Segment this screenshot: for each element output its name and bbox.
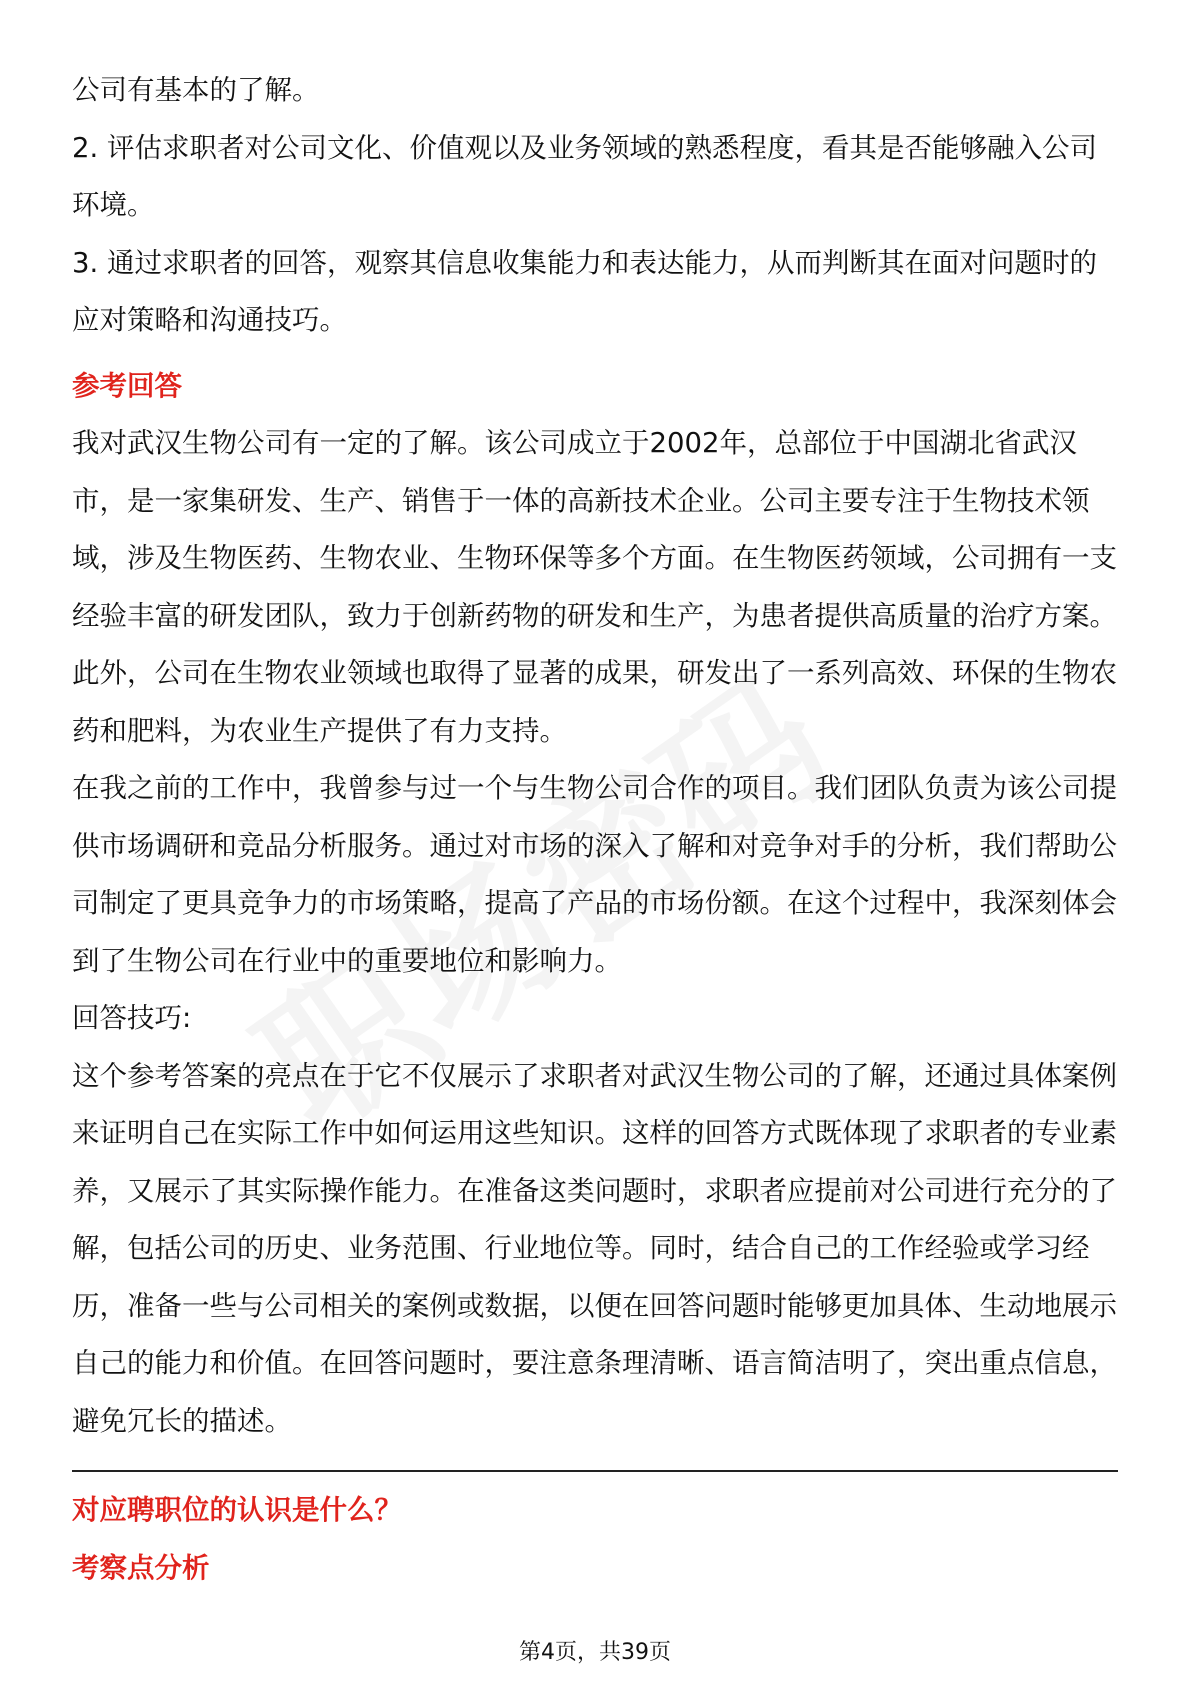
section-divider xyxy=(72,1470,1118,1472)
answer-tips-paragraph: 这个参考答案的亮点在于它不仅展示了求职者对武汉生物公司的了解，还通过具体案例来证明自己在实际工作中如何运用这些知识。这样的回答方式既体现了求职者的专业素养，又展示了其实际操作能力。在准备这类问题时，求职者应提前对公司进行充分的了解，包括公司的历史、业务范围、行业地位等。同时，结合自己的工作经验或学习经历，准备一些与公司相关的案例或数据，以便在回答问题时能够更加具体、生动地展示自己的能力和价值。在回答问题时，要注意条理清晰、语言简洁明了，突出重点信息，避免冗长的描述。 xyxy=(72,1059,1117,1437)
answer-tips-label: 回答技巧: xyxy=(72,1002,192,1034)
analysis-point-continuation: 公司有基本的了解。 xyxy=(72,74,320,106)
page-number: 第4页，共39页 xyxy=(519,1640,671,1665)
analysis-point-2: 2. 评估求职者对公司文化、价值观以及业务领域的熟悉程度，看其是否能够融入公司环境。 xyxy=(72,131,1097,221)
next-question-title: 对应聘职位的认识是什么？ xyxy=(72,1494,402,1526)
page-content xyxy=(72,62,1118,1597)
analysis-heading: 考察点分析 xyxy=(72,1551,210,1584)
answer-paragraph-experience: 在我之前的工作中，我曾参与过一个与生物公司合作的项目。我们团队负责为该公司提供市场调研和竞品分析服务。通过对市场的深入了解和对竞争对手的分析，我们帮助公司制定了更具竞争力的市场策略，提高了产品的市场份额。在这个过程中，我深刻体会到了生物公司在行业中的重要地位和影响力。 xyxy=(72,772,1117,977)
reference-answer-heading: 参考回答 xyxy=(72,369,182,402)
answer-paragraph-company: 我对武汉生物公司有一定的了解。该公司成立于2002年，总部位于中国湖北省武汉市，是一家集研发、生产、销售于一体的高新技术企业。公司主要专注于生物技术领域，涉及生物医药、生物农业、生物环保等多个方面。在生物医药领域，公司拥有一支经验丰富的研发团队，致力于创新药物的研发和生产，为患者提供高质量的治疗方案。此外，公司在生物农业领域也取得了显著的成果，研发出了一系列高效、环保的生物农药和肥料，为农业生产提供了有力支持。 xyxy=(72,427,1117,747)
analysis-point-3: 3. 通过求职者的回答，观察其信息收集能力和表达能力，从而判断其在面对问题时的应对策略和沟通技巧。 xyxy=(72,246,1097,336)
